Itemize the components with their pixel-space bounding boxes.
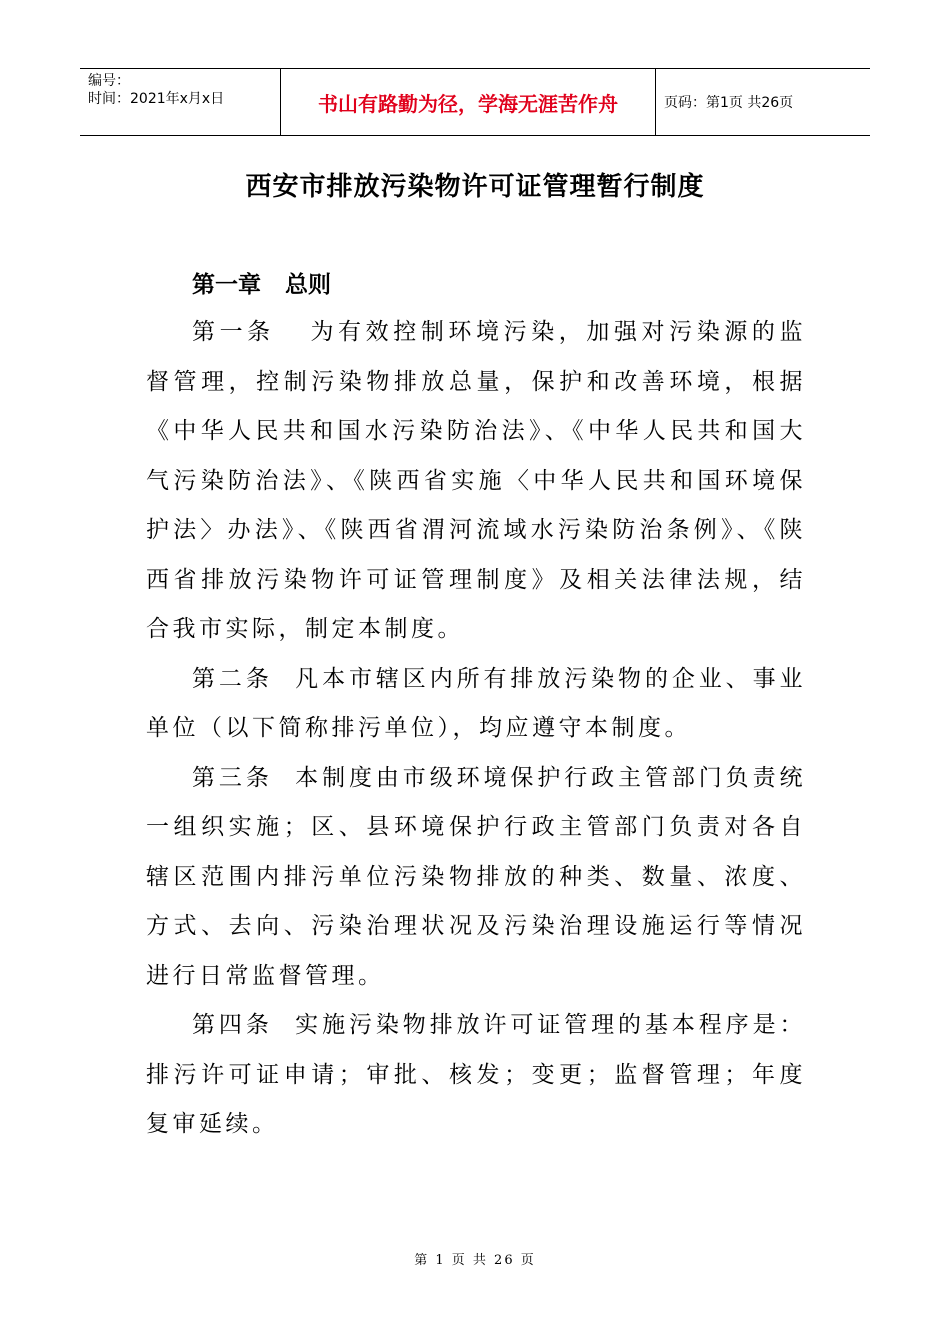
- document-body: [146, 308, 806, 1150]
- header-meta-cell: [80, 69, 281, 135]
- number-label: 编号：: [88, 73, 130, 89]
- time-label: 时间：2021年x月x日: [88, 91, 225, 107]
- chapter-heading: 第一章 总则: [192, 272, 332, 298]
- article-paragraph: 第一条 为有效控制环境污染，加强对污染源的监督管理，控制污染物排放总量，保护和改善环境，根据《中华人民共和国水污染防治法》、《中华人民共和国大气污染防治法》、《陕西省实施〈中华人民共和国环境保护法〉办法》、《陕西省渭河流域水污染防治条例》、《陕西省排放污染物许可证管理制度》及相关法律法规，结合我市实际，制定本制度。: [146, 319, 806, 642]
- page-footer: 第 1 页 共 26 页: [414, 1253, 536, 1268]
- document-title: 西安市排放污染物许可证管理暂行制度: [245, 172, 705, 202]
- article-paragraph: 第二条 凡本市辖区内所有排放污染物的企业、事业单位（以下简称排污单位），均应遵守本制度。: [146, 665, 806, 741]
- header-motto-cell: [281, 69, 656, 135]
- header-page-cell: [656, 69, 870, 135]
- page-info: 页码：第1页 共26页: [664, 95, 794, 111]
- motto-text: 书山有路勤为径，学海无涯苦作舟: [318, 91, 618, 116]
- article-paragraph: 第四条 实施污染物排放许可证管理的基本程序是：排污许可证申请；审批、核发；变更；监督管理；年度复审延续。: [146, 1012, 806, 1137]
- document-header: [80, 68, 870, 136]
- article-paragraph: 第三条 本制度由市级环境保护行政主管部门负责统一组织实施；区、县环境保护行政主管部门负责对各自辖区范围内排污单位污染物排放的种类、数量、浓度、方式、去向、污染治理状况及污染治理设施运行等情况进行日常监督管理。: [146, 764, 806, 989]
